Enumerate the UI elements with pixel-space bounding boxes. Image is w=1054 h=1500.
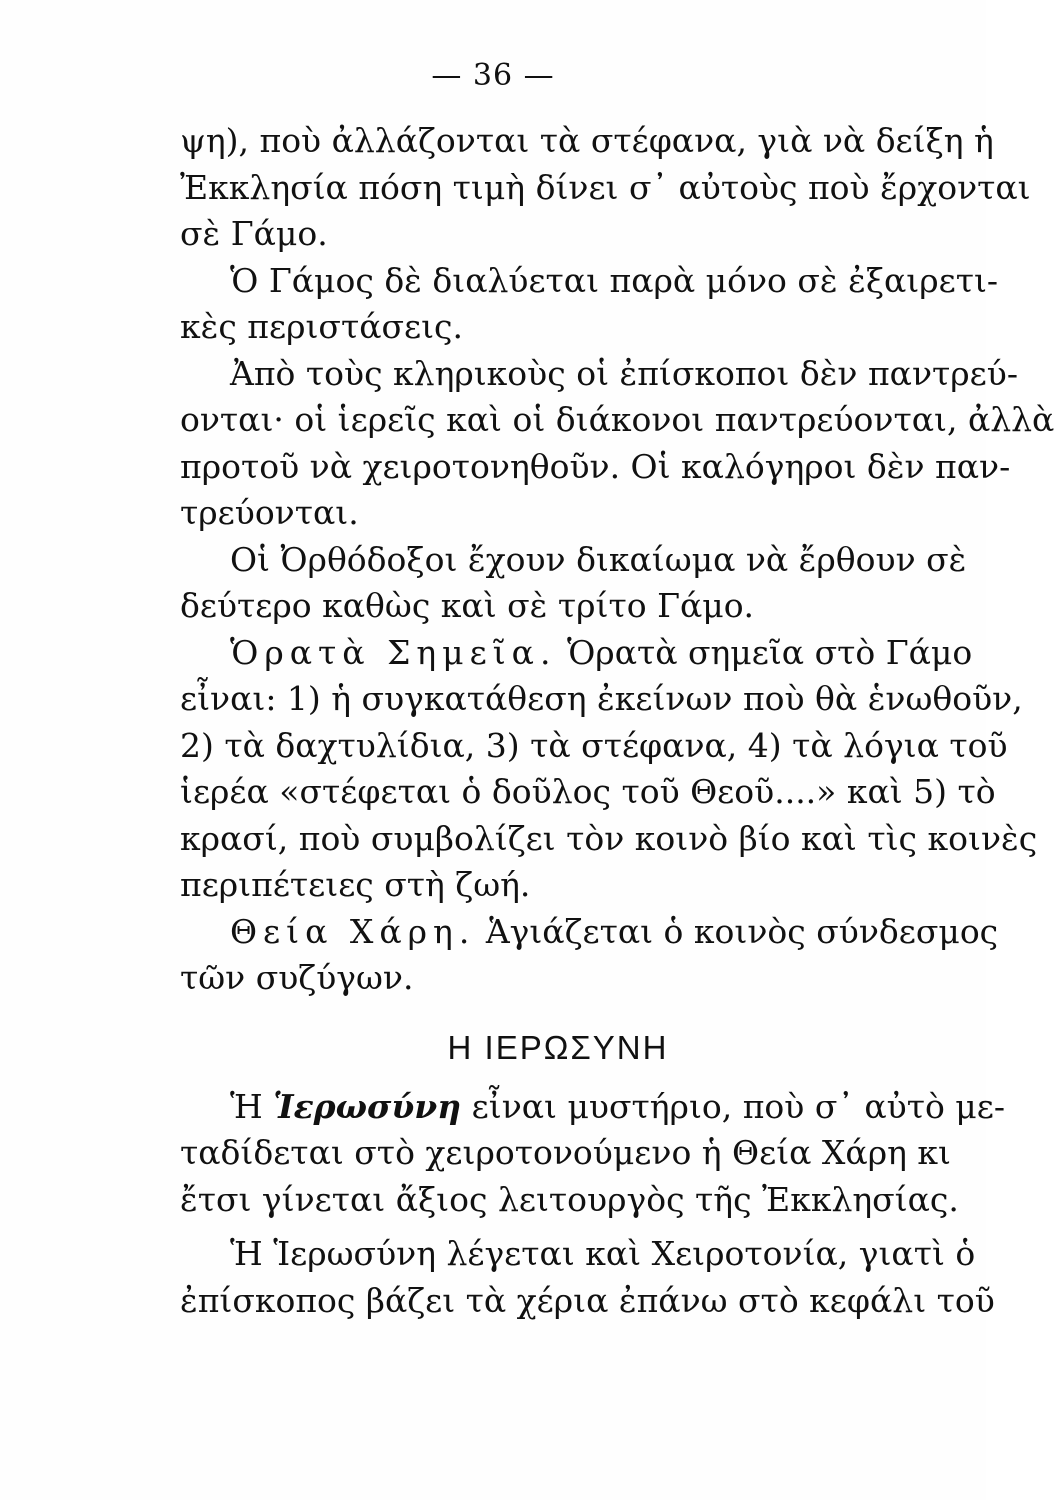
text-line: Ἐκκλησία πόση τιμὴ δίνει σ᾽ αὐτοὺς ποὺ ἔρχονται (180, 167, 1031, 207)
text-line: ἐπίσκοπος βάζει τὰ χέρια ἐπάνω στὸ κεφάλι τοῦ (180, 1280, 995, 1320)
page-number: — 36 — (431, 58, 555, 93)
text-span: εἶναι μυστήριο, ποὺ σ᾽ αὐτὸ με- (471, 1086, 1006, 1126)
text-line: κρασί, ποὺ συμβολίζει τὸν κοινὸ βίο καὶ τὶς κοινὲς (180, 818, 1038, 858)
text-line (180, 1084, 1006, 1131)
text-line: ἱερέα «στέφεται ὁ δοῦλος τοῦ Θεοῦ....» καὶ 5) τὸ (180, 772, 996, 811)
text-line: κὲς περιστάσεις. (180, 307, 464, 346)
text-line: περιπέτειες στὴ ζωή. (180, 865, 531, 904)
text-line: Ἀπὸ τοὺς κληρικοὺς οἱ ἐπίσκοποι δὲν παντρεύ- (230, 353, 1018, 393)
bold-term: Ἱερωσύνη (273, 1086, 462, 1126)
text-line: Οἱ Ὀρθόδοξοι ἔχουν δικαίωμα νὰ ἔρθουν σὲ (230, 539, 967, 579)
paragraph-gap (180, 1223, 936, 1231)
text-line: ψη), ποὺ ἀλλάζονται τὰ στέφανα, γιὰ νὰ δείξη ἡ (180, 121, 994, 160)
text-line (180, 909, 999, 956)
body-text (180, 118, 1054, 1324)
text-line: σὲ Γάμο. (180, 214, 328, 253)
text-line: τρεύονται. (180, 493, 359, 532)
text-line: Ἡ Ἱερωσύνη λέγεται καὶ Χειροτονία, γιατὶ ὁ (230, 1234, 976, 1273)
text-line: ονται· οἱ ἱερεῖς καὶ οἱ διάκονοι παντρεύονται, ἀλλὰ (180, 400, 1054, 439)
text-line (180, 630, 973, 677)
text-line: εἶναι: 1) ἡ συγκατάθεση ἐκείνων ποὺ θὰ ἑνωθοῦν, (180, 679, 1023, 718)
text-line: ἔτσι γίνεται ἄξιος λειτουργὸς τῆς Ἐκκλησίας. (180, 1179, 959, 1219)
text-span: Ἁγιάζεται ὁ κοινὸς σύνδεσμος (485, 911, 999, 951)
text-line: τῶν συζύγων. (180, 958, 414, 997)
spaced-term: Ὁρατὰ Σημεῖα. (230, 632, 557, 672)
section-heading: Η ΙΕΡΩΣΥΝΗ (447, 1028, 669, 1066)
text-span: Ἡ (230, 1086, 263, 1126)
spaced-term: Θεία Χάρη. (230, 911, 476, 951)
text-line: προτοῦ νὰ χειροτονηθοῦν. Οἱ καλόγηροι δὲν παν- (180, 446, 1011, 486)
text-span: Ὁρατὰ σημεῖα στὸ Γάμο (566, 632, 973, 672)
text-line: ταδίδεται στὸ χειροτονούμενο ἡ Θεία Χάρη κι (180, 1133, 951, 1172)
text-line: Ὁ Γάμος δὲ διαλύεται παρὰ μόνο σὲ ἐξαιρετι- (230, 260, 999, 300)
text-line: 2) τὰ δαχτυλίδια, 3) τὰ στέφανα, 4) τὰ λόγια τοῦ (180, 725, 1008, 765)
text-line: δεύτερο καθὼς καὶ σὲ τρίτο Γάμο. (180, 586, 755, 625)
